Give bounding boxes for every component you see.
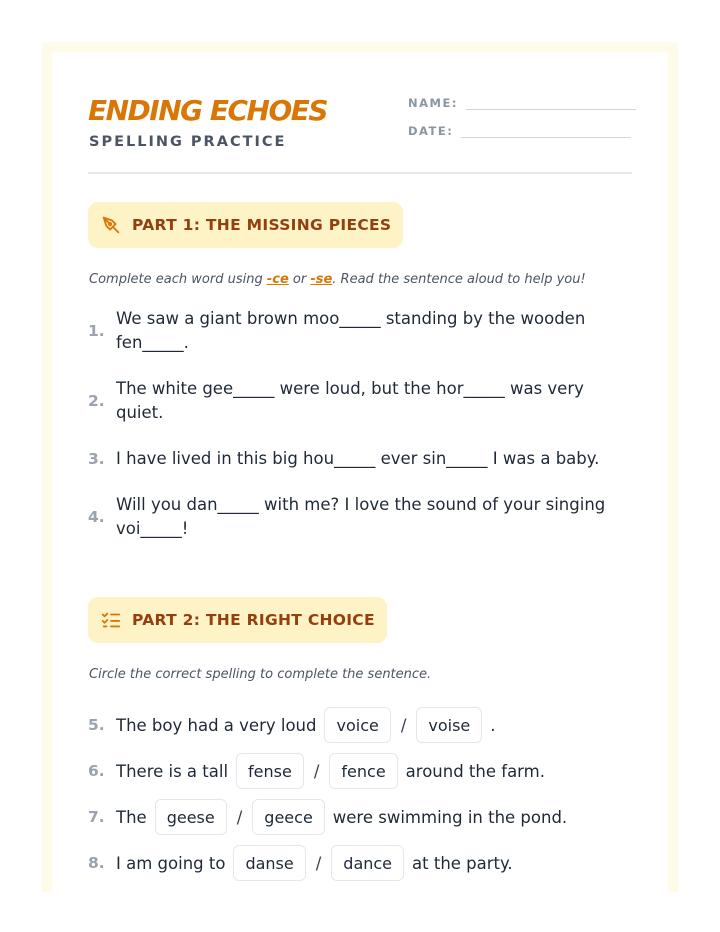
date-label: DATE: [408,124,454,138]
checklist-icon [100,609,122,631]
item-number: 2. [88,392,105,410]
part2-instructions: Circle the correct spelling to complete the sentence. [89,667,432,682]
list-item [88,493,632,541]
pen-nib-icon [100,214,122,236]
worksheet-subtitle: SPELLING PRACTICE [89,134,287,150]
date-line[interactable] [461,124,631,138]
choice-separator: / [236,807,243,827]
list-item [88,794,632,840]
list-item [88,748,632,794]
suffix-ce: -ce [266,272,289,287]
sentence-end: at the party. [412,853,513,873]
part2-heading: PART 2: THE RIGHT CHOICE [132,611,375,629]
list-item [88,307,632,355]
sentence-end: were swimming in the pond. [332,807,568,827]
sentence-start: The [116,807,147,827]
item-number: 3. [88,450,105,468]
item-sentence: Will you dan_____ with me? I love the sound of your singing voi_____! [116,495,606,538]
sentence-start: I am going to [116,853,226,873]
choice-separator: / [400,715,407,735]
date-field[interactable] [408,124,631,138]
part1-heading: PART 1: THE MISSING PIECES [132,216,392,234]
choice-option-2[interactable]: fence [329,753,397,789]
sentence-end: around the farm. [405,761,545,781]
sentence-start: The boy had a very loud [116,715,317,735]
item-sentence: We saw a giant brown moo_____ standing by the wooden fen_____. [116,309,586,352]
item-number: 5. [88,716,105,734]
name-label: NAME: [408,96,458,110]
choice-separator: / [315,853,322,873]
name-line[interactable] [466,96,636,110]
sentence-end: . [490,715,496,735]
name-field[interactable] [408,96,636,110]
choice-option-2[interactable]: dance [331,845,404,881]
sentence-start: There is a tall [116,761,229,781]
instructions-text: Complete each word using [89,272,267,287]
list-item [88,447,632,471]
item-number: 1. [88,322,105,340]
choice-option-1[interactable]: geese [155,799,227,835]
item-number: 7. [88,808,105,826]
choice-option-2[interactable]: voise [416,707,482,743]
item-number: 8. [88,854,105,872]
list-item [88,702,632,748]
choice-option-2[interactable]: geece [252,799,324,835]
part2-items [88,702,632,886]
choice-option-1[interactable]: danse [233,845,305,881]
part1-items [88,307,632,541]
instructions-text-end: . Read the sentence aloud to help you! [332,272,586,287]
choice-option-1[interactable]: fense [236,753,304,789]
worksheet-frame [42,42,678,892]
part1-heading-box [88,202,403,248]
worksheet-content [88,88,632,886]
choice-separator: / [313,761,320,781]
worksheet-title: ENDING ECHOES [88,94,328,127]
item-sentence: I have lived in this big hou_____ ever sin_____ I was a baby. [116,449,600,468]
item-sentence: The white gee_____ were loud, but the hor_____ was very quiet. [116,379,584,422]
part2-heading-box [88,597,387,643]
item-number: 4. [88,508,105,526]
list-item [88,840,632,886]
list-item [88,377,632,425]
suffix-se: -se [310,272,333,287]
part1-instructions [89,272,632,287]
item-number: 6. [88,762,105,780]
worksheet-header [88,88,632,174]
choice-option-1[interactable]: voice [324,707,390,743]
instructions-or: or [288,272,311,287]
